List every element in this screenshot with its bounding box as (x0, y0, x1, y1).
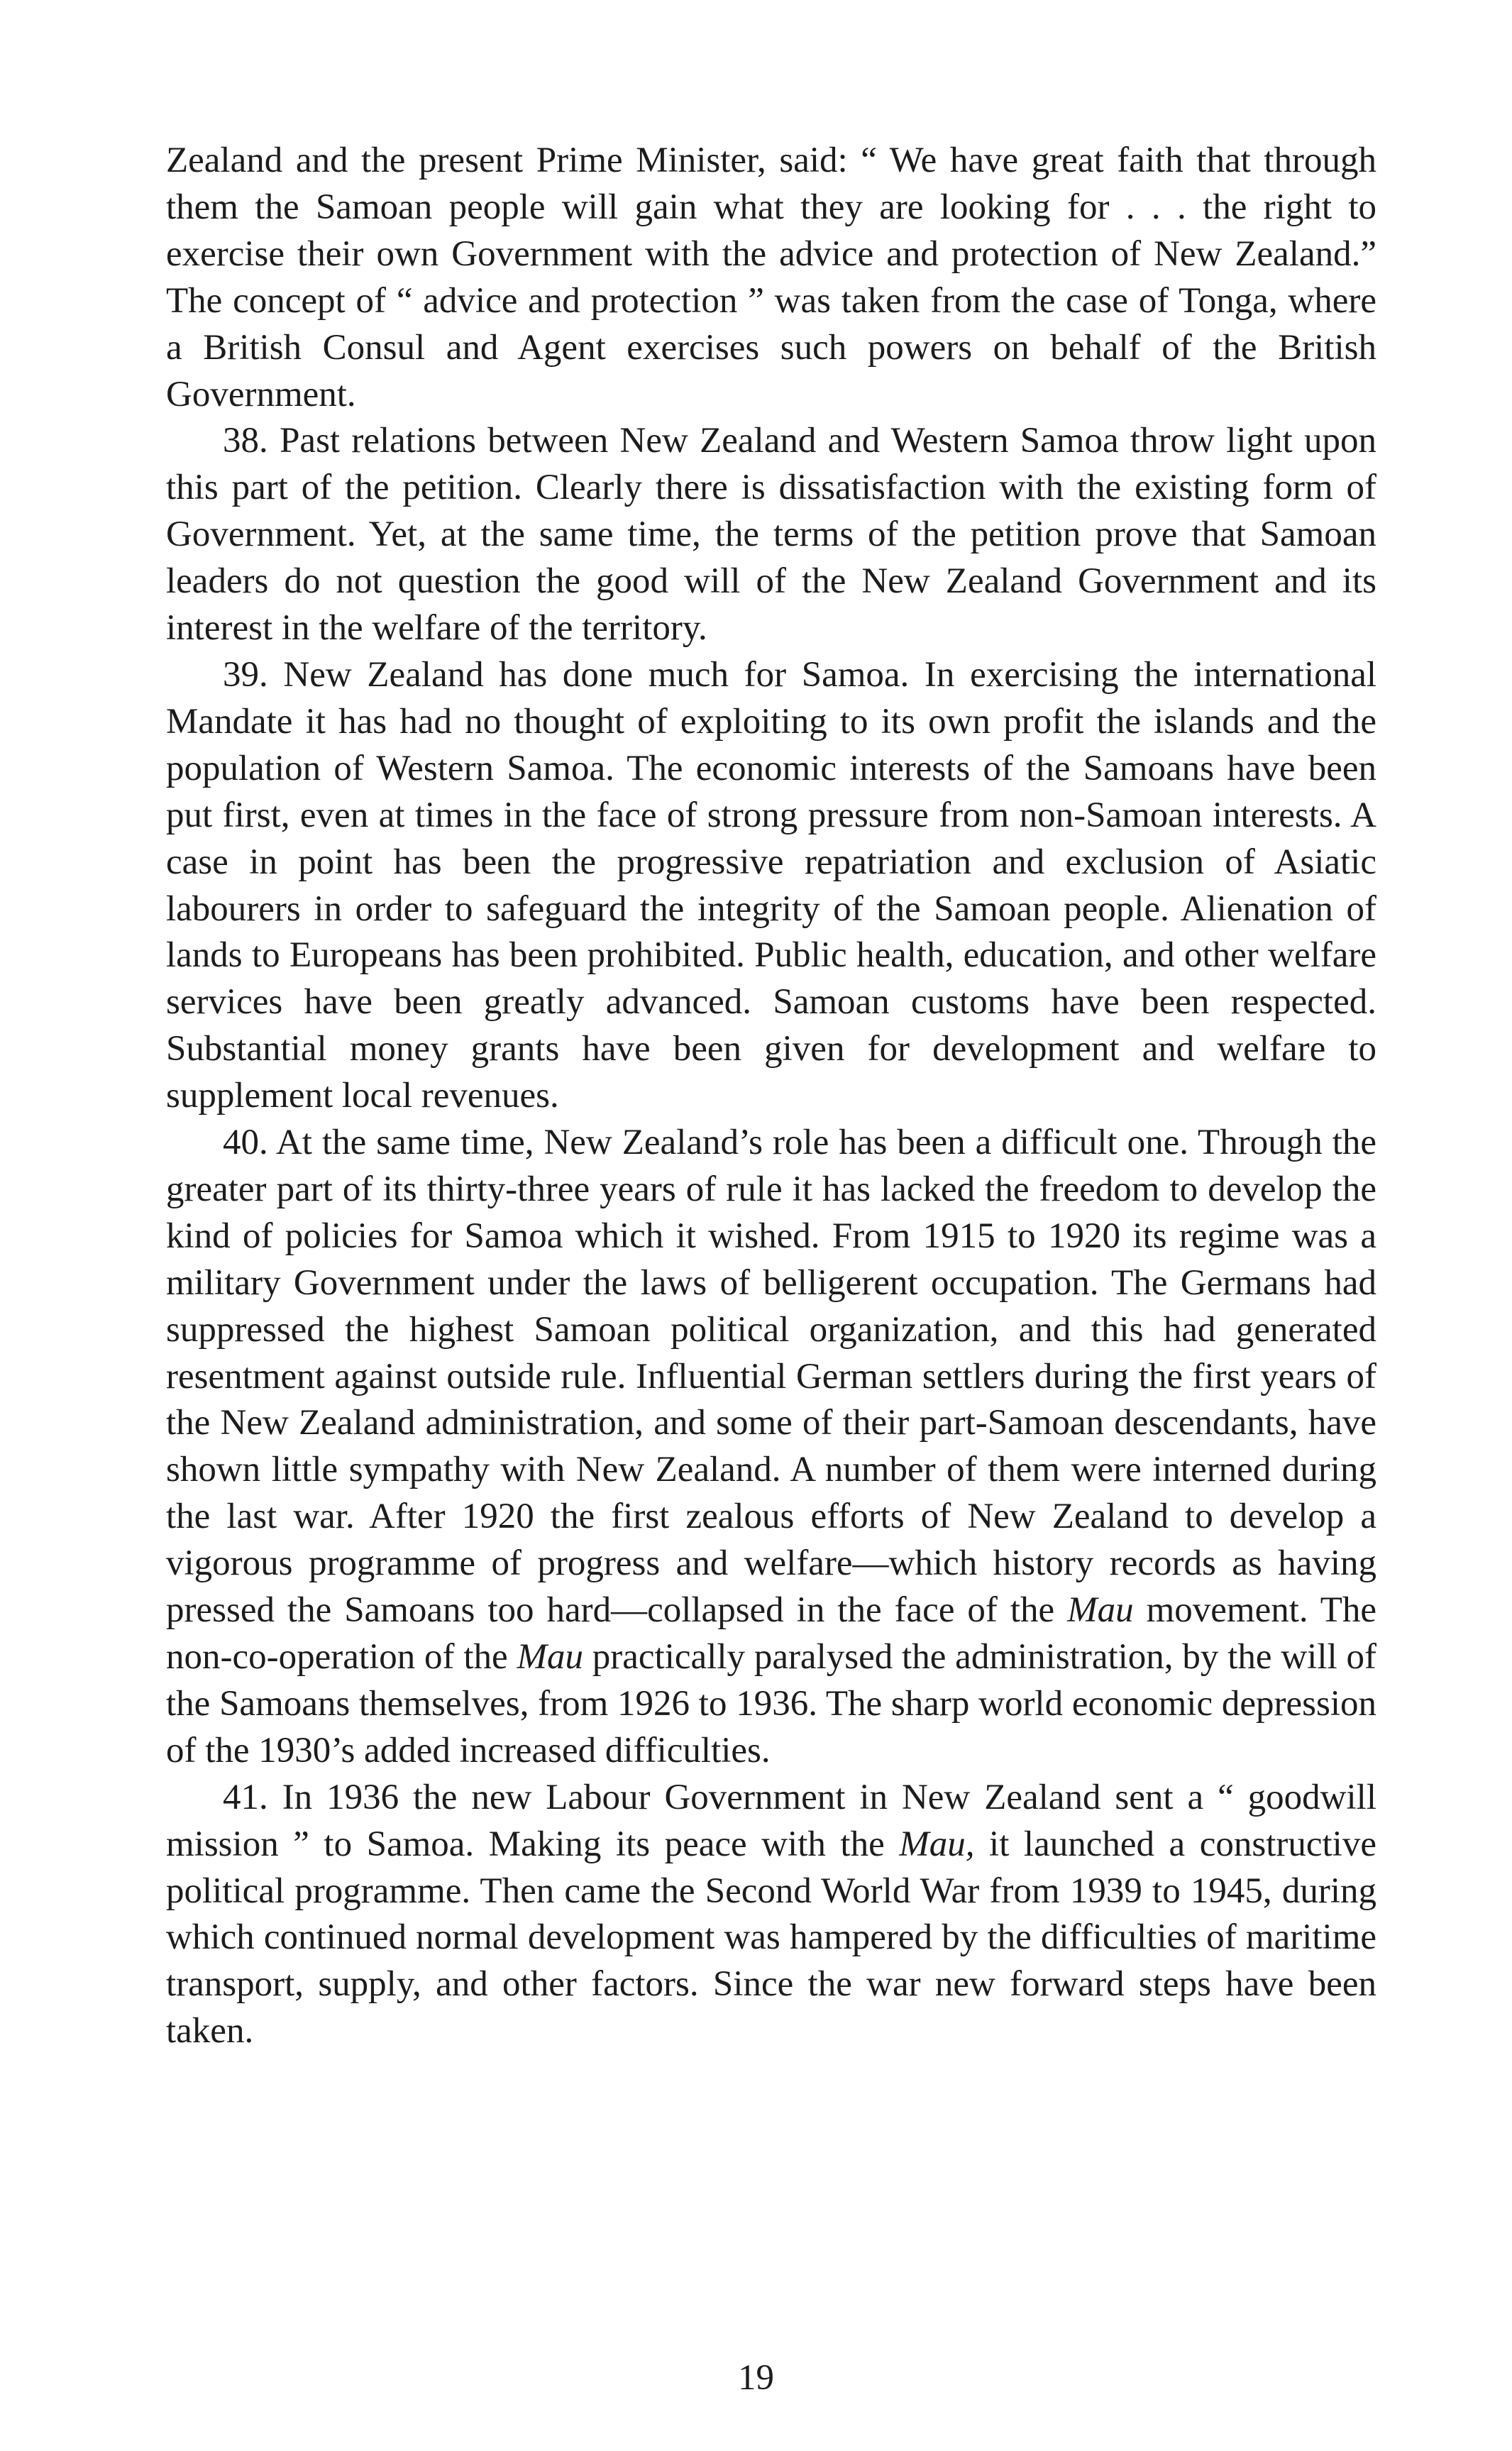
paragraph-text: it launched a constructive political programme. Then came the Second World War from 1939 to 1945, during which continued normal development was hampered by the difficulties of maritime transport, supply, and other factors. Since the war new forward steps have been taken. (166, 1824, 1376, 2051)
paragraph-38 (166, 418, 1376, 652)
page-number: 19 (738, 2358, 774, 2398)
paragraph-number: 40. (223, 1123, 268, 1163)
paragraph-text: Zealand and the present Prime Minister, said: “ We have great faith that through them the Samoan people will gain what they are looking for . . . the right to exercise their own Government with the advice and protection of New Zealand.” The concept of “ advice and protection ” was taken from the case of Tonga, where a British Consul and Agent exercises such powers on behalf of the British Government. (166, 141, 1376, 414)
paragraph-text: Past relations between New Zealand and Western Samoa throw light upon this part of the petition. Clearly there is dissatisfaction with the existing form of Government. Yet, at the same time, the terms of the petition prove that Samoan leaders do not question the good will of the New Zealand Government and its interest in the welfare of the territory. (166, 421, 1377, 649)
paragraph-continuation (166, 138, 1376, 418)
paragraph-41 (166, 1775, 1376, 2055)
italic-term: Mau, (899, 1824, 975, 1864)
italic-term: Mau (1067, 1590, 1134, 1631)
paragraph-number: 38. (223, 421, 268, 461)
paragraph-39 (166, 652, 1376, 1120)
paragraph-text: movement. The non-co-operation of the (166, 1590, 1376, 1677)
paragraph-number: 41. (223, 1777, 268, 1817)
paragraph-text: New Zealand has done much for Samoa. In exercising the international Mandate it has had no thought of exploiting to its own profit the islands and the population of Western Samoa. The economic interests of the Samoans have been put first, even at times in the face of strong pressure from non-Samoan interests. A case in point has been the progressive repatriation and exclusion of Asiatic labourers in order to safeguard the integrity of the Samoan people. Alienation of lands to Europeans has been prohibited. Public health, education, and other welfare services have been greatly advanced. Samoan customs have been respected. Substantial money grants have been given for development and welfare to supplement local revenues. (166, 654, 1376, 1116)
paragraph-text: At the same time, New Zealand’s role has been a difficult one. Through the greater part of its thirty-three years of rule it has lacked the freedom to develop the kind of policies for Samoa which it wished. From 1915 to 1920 its regime was a military Government under the laws of belligerent occupation. The Germans had suppressed the highest Samoan political organization, and this had generated resentment against outside rule. Influential German settlers during the first years of the New Zealand administration, and some of their part-Samoan descendants, have shown little sympathy with New Zealand. A number of them were interned during the last war. After 1920 the first zealous efforts of New Zealand to develop a vigorous programme of progress and welfare—which history records as having pressed the Samoans too hard—collapsed in the face of the (166, 1123, 1377, 1631)
page-body (166, 138, 1376, 2055)
paragraph-text: In 1936 the new Labour Government in New Zealand sent a “ goodwill mission ” to Samoa. Making its peace with the (166, 1777, 1376, 1864)
paragraph-text: practically paralysed the administration, by the will of the Samoans themselves, from 1926 to 1936. The sharp world economic depression of the 1930’s added increased difficulties. (166, 1637, 1376, 1770)
paragraph-number: 39. (223, 654, 268, 695)
italic-term: Mau (517, 1637, 583, 1677)
paragraph-40 (166, 1120, 1376, 1775)
